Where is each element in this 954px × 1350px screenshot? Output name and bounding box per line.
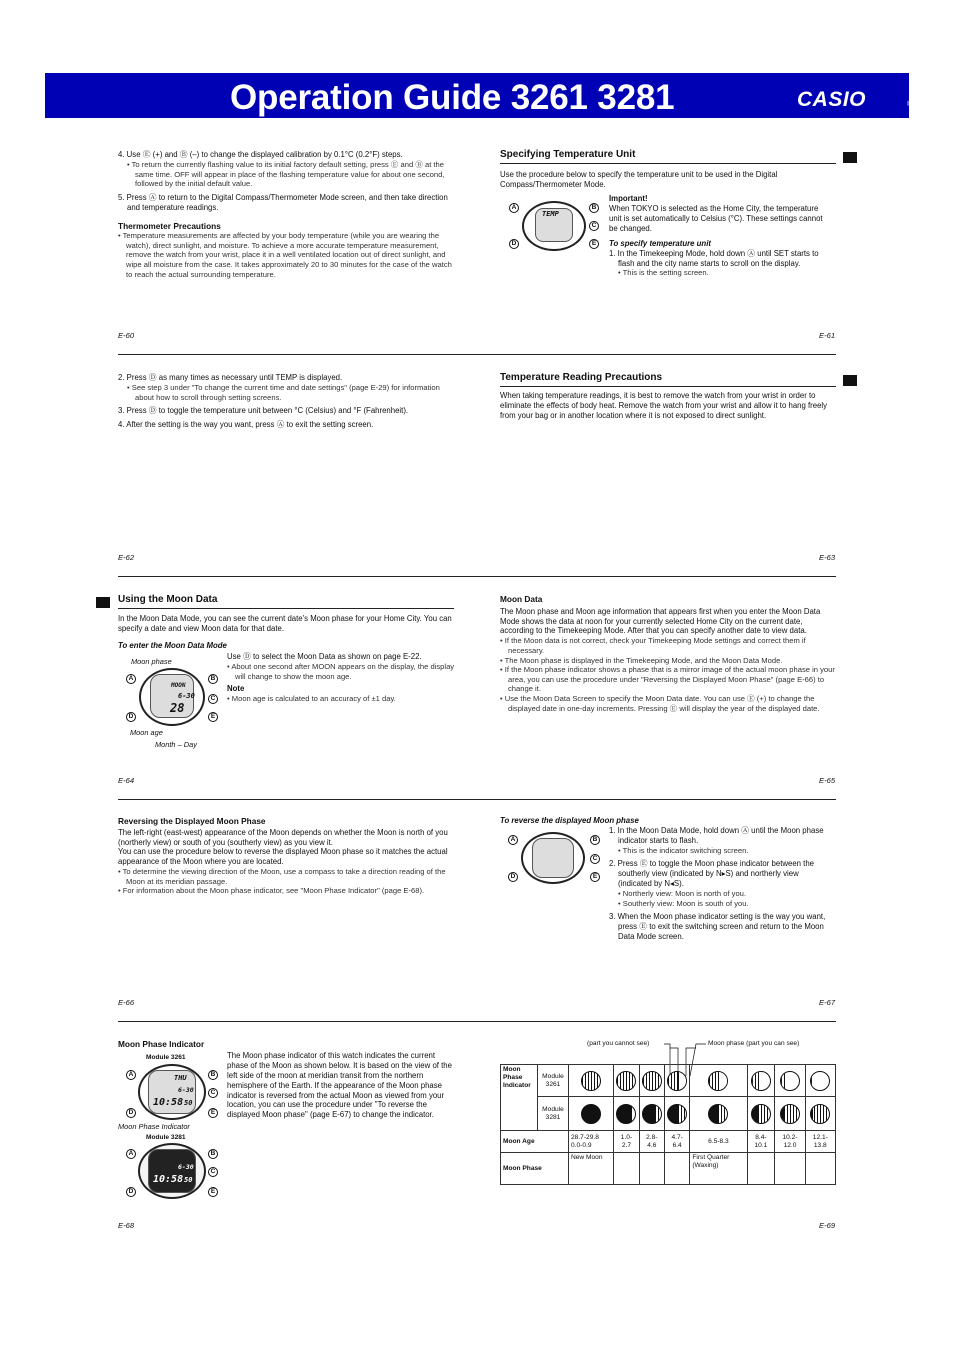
divider (118, 354, 836, 355)
moon-phase-2 (614, 1153, 639, 1185)
important-text: When TOKYO is selected as the Home City, the temperature unit is set automatically to Celsius (°C). These settings cannot be changed. (609, 203, 823, 233)
reversing-body-2: You can use the procedure below to reverse the displayed Moon phase so it matches the actual appearance of the Moon where you are located. (118, 847, 448, 867)
moon-phase-5: First Quarter (Waxing) (690, 1153, 747, 1185)
phase-icon-3281-3 (639, 1097, 664, 1131)
step-2-bullet: • See step 3 under "To change the current time and date settings" (page E-29) for information about how to scroll through setting screens. (127, 383, 456, 402)
moon-phase-3 (639, 1153, 664, 1185)
phase-icon-3281-7 (775, 1097, 805, 1131)
page-number-e61: E-61 (819, 331, 836, 340)
phase-icon-3261-2 (614, 1065, 639, 1097)
moon-phase-7 (775, 1153, 805, 1185)
watch-illustration-temp: TEMP A B C D E (509, 200, 599, 252)
procedure-heading: To specify temperature unit (609, 238, 711, 248)
phase-icon-3281-4 (664, 1097, 689, 1131)
temp-unit-intro: Use the procedure below to specify the temperature unit to be used in the Digital Compass/Thermometer Mode. (500, 170, 778, 189)
watch-illustration-3261: THU 6-30 10:58 50 A B C D E (126, 1064, 218, 1120)
page-number-e64: E-64 (118, 776, 135, 785)
moon-age-2: 1.0-2.7 (614, 1131, 639, 1153)
moon-age-5: 6.5-8.3 (690, 1131, 747, 1153)
caption-month-day: Month – Day (155, 740, 197, 749)
phase-icon-3261-1 (569, 1065, 614, 1097)
section-marker (843, 152, 857, 163)
moon-mode-right-col (227, 652, 455, 704)
phase-icon-3281-5 (690, 1097, 747, 1131)
phase-icon-3261-4 (664, 1065, 689, 1097)
page-e64 (118, 594, 454, 607)
reversing-bullet-2: • For information about the Moon phase indicator, see "Moon Phase Indicator" (page E-68). (118, 886, 456, 896)
page-number-e62: E-62 (118, 553, 135, 562)
watch-illustration-3281: 6-30 10:58 50 A B C D E (126, 1143, 218, 1199)
heading-rule (500, 386, 836, 387)
moon-data-heading: Moon Data (500, 594, 543, 604)
section-marker (96, 597, 110, 608)
page-number-e69: E-69 (819, 1221, 836, 1230)
moon-phase-indicator-heading: Moon Phase Indicator (118, 1039, 205, 1049)
step-3: 3. Press Ⓓ to toggle the temperature unit between °C (Celsius) and °F (Fahrenheit). (118, 406, 409, 416)
step-1: 1. In the Moon Data Mode, hold down Ⓐ until the Moon phase indicator starts to flash. (609, 826, 824, 845)
step-1-bullet: • This is the indicator switching screen. (618, 846, 833, 856)
moon-age-4: 4.7-6.4 (664, 1131, 689, 1153)
phase-icon-3281-2 (614, 1097, 639, 1131)
moon-age-8: 12.1-13.8 (805, 1131, 835, 1153)
page-e65 (500, 594, 836, 713)
page-e67 (609, 826, 833, 942)
step-2: 2. Press Ⓔ to toggle the Moon phase indicator between the southerly view (indicated by N▸S) and northerly view (indicated by N◂S). (609, 859, 815, 889)
registered-mark: ® (907, 101, 913, 108)
phase-icon-3281-6 (747, 1097, 775, 1131)
moon-data-bullet-3: • If the Moon phase indicator shows a phase that is a mirror image of the actual moon phase in your area, you can use the procedure under "Reversing the Displayed Moon Phase" (page E-66) to change it. (500, 665, 836, 694)
page-number-e66: E-66 (118, 998, 135, 1007)
row-label-indicator: Moon Phase Indicator (501, 1065, 538, 1131)
page-number-e65: E-65 (819, 776, 836, 785)
caption-moon-phase: Moon phase (131, 657, 172, 666)
module-3261-label: Module 3261 (146, 1054, 186, 1061)
moon-phase-8 (805, 1153, 835, 1185)
step-2-bullet-1: • Northerly view: Moon is north of you. (618, 889, 833, 899)
using-moon-data-heading: Using the Moon Data (118, 594, 218, 605)
phase-icon-3281-8 (805, 1097, 835, 1131)
casio-logo: CASIO (797, 88, 867, 111)
thermometer-precautions-heading: Thermometer Precautions (118, 220, 221, 231)
moon-data-bullet-1: • If the Moon data is not correct, check your Timekeeping Mode settings and correct them if necessary. (500, 636, 836, 655)
important-heading: Important! (609, 194, 648, 203)
module-3261-label: Module 3261 (538, 1065, 569, 1097)
moon-phase-indicator-body: The Moon phase indicator of this watch indicates the current phase of the Moon as shown below. It is based on the view of the left side of the moon at meridian transit from the northern hemisphere of the Earth. If the appearance of the Moon phase indicator is reversed from the actual Moon as viewed from your location, you can use the procedure under "To reverse the displayed Moon phase" (page E-67) to change the indicator. (227, 1051, 452, 1120)
caption-part-can-see: Moon phase (part you can see) (708, 1040, 800, 1047)
phase-icon-3261-7 (775, 1065, 805, 1097)
page-title: Operation Guide 3261 3281 (230, 78, 675, 117)
row-label-phase: Moon Phase (501, 1153, 569, 1185)
use-d-text: Use Ⓓ to select the Moon Data as shown on page E-22. (227, 652, 422, 661)
page-number-e63: E-63 (819, 553, 836, 562)
moon-phase-6 (747, 1153, 775, 1185)
step-2: 2. Press Ⓓ as many times as necessary until TEMP is displayed. (118, 373, 343, 382)
caption-part-cannot-see: (part you cannot see) (587, 1040, 650, 1047)
note-bullet: • Moon age is calculated to an accuracy of ±1 day. (227, 694, 455, 704)
moon-data-bullet-4: • Use the Moon Data Screen to specify the Moon Data date. You can use Ⓔ (+) to change the displayed date in one-day increments. Pressing Ⓔ will display the year of the displayed date. (500, 694, 836, 713)
page-number-e60: E-60 (118, 331, 135, 340)
step-3: 3. When the Moon phase indicator setting is the way you want, press Ⓔ to exit the switching screen and return to the Moon Data Mode screen. (609, 912, 826, 942)
moon-phase-table (500, 1064, 836, 1185)
specifying-temperature-unit-heading: Specifying Temperature Unit (500, 149, 636, 160)
phase-icon-3281-1 (569, 1097, 614, 1131)
moon-phase-4 (664, 1153, 689, 1185)
page-e66 (118, 816, 456, 896)
phase-icon-3261-3 (639, 1065, 664, 1097)
temperature-reading-precautions-heading: Temperature Reading Precautions (500, 372, 663, 383)
heading-rule (118, 608, 454, 609)
moon-age-7: 10.2-12.0 (775, 1131, 805, 1153)
moon-data-intro: In the Moon Data Mode, you can see the current date's Moon phase for your Home City. You can specify a date and view Moon data for that date. (118, 614, 452, 633)
page-number-e68: E-68 (118, 1221, 135, 1230)
caption-moon-age: Moon age (130, 728, 163, 737)
section-marker (843, 375, 857, 386)
temperature-reading-text: When taking temperature readings, it is best to remove the watch from your wrist in order to eliminate the effects of body heat. Remove the watch from your wrist and allow it to hang freely from your bag or in another location where it is not exposed to direct sunlight. (500, 391, 828, 420)
phase-icon-3261-8 (805, 1065, 835, 1097)
moon-data-bullet-2: • The Moon phase is displayed in the Timekeeping Mode, and the Moon Data Mode. (500, 656, 836, 666)
page-e60 (118, 150, 456, 279)
moon-age-1: 28.7-29.8 0.0-0.9 (569, 1131, 614, 1153)
moon-age-6: 8.4-10.1 (747, 1131, 775, 1153)
heading-rule (500, 163, 836, 164)
step-4: 4. Use Ⓔ (+) and Ⓑ (–) to change the displayed calibration by 0.1°C (0.2°F) steps. (118, 150, 403, 159)
page-e62 (118, 373, 456, 430)
moon-age-3: 2.8-4.6 (639, 1131, 664, 1153)
note-heading: Note (227, 684, 245, 694)
page-e63 (500, 372, 836, 385)
enter-moon-mode-heading: To enter the Moon Data Mode (118, 641, 227, 650)
phase-icon-3261-6 (747, 1065, 775, 1097)
thermometer-precautions-text: • Temperature measurements are affected by your body temperature (while you are wearing the watch), direct sunlight, and moisture. To achieve a more accurate temperature measurement, remove the watch from your wrist, place it in a well ventilated location out of direct sunlight, and wipe all moisture from the case. It takes approximately 20 to 30 minutes for the case of the watch to reach the actual surrounding temperature. (118, 231, 456, 279)
step-1: 1. In the Timekeeping Mode, hold down Ⓐ until SET starts to flash and the city name starts to scroll on the display. (609, 248, 819, 268)
divider (118, 576, 836, 577)
divider (118, 799, 836, 800)
reverse-phase-heading: To reverse the displayed Moon phase (500, 816, 639, 825)
moon-data-body: The Moon phase and Moon age information that appears first when you enter the Moon Data Mode shows the data at noon for your currently selected Home City on the current date, according to the Timekeeping Mode. After that you can specify another date to view data. (500, 606, 821, 636)
header-banner (45, 73, 913, 118)
module-3281-label: Module 3281 (538, 1097, 569, 1131)
divider (118, 1021, 836, 1022)
watch-illustration-reverse: A B C D E (508, 832, 600, 886)
step-1-bullet: • This is the setting screen. (618, 268, 833, 278)
use-d-bullet: • About one second after MOON appears on the display, the display will change to show the moon age. (227, 662, 455, 681)
row-label-age: Moon Age (501, 1131, 569, 1153)
module-3281-label: Module 3281 (146, 1134, 186, 1141)
caption-moon-phase-indicator: Moon Phase Indicator (118, 1122, 190, 1131)
step-2-bullet-2: • Southerly view: Moon is south of you. (618, 899, 833, 909)
reversing-body: The left-right (east-west) appearance of the Moon depends on whether the Moon is north of you (northerly view) or south of you (southerly view) as you view it. (118, 827, 448, 847)
step-4: 4. After the setting is the way you want, press Ⓐ to exit the setting screen. (118, 420, 374, 430)
step-4-bullet: • To return the currently flashing value to its initial factory default setting, press Ⓔ and Ⓑ at the same time. OFF will appear in place of the flashing temperature value for about one second, followed by the initial default value. (127, 160, 456, 189)
page-number-e67: E-67 (819, 998, 836, 1007)
reversing-heading: Reversing the Displayed Moon Phase (118, 816, 266, 826)
watch-illustration-moon: MOON 6-30 28 A B C D E (126, 668, 218, 728)
moon-phase-1: New Moon (569, 1153, 614, 1185)
phase-icon-3261-5 (690, 1065, 747, 1097)
step-5: 5. Press Ⓐ to return to the Digital Compass/Thermometer Mode screen, and then take direction and temperature readings. (118, 192, 448, 212)
reversing-bullet-1: • To determine the viewing direction of the Moon, use a compass to take a direction reading of the Moon at its meridian passage. (118, 867, 456, 886)
temp-unit-right-col (609, 194, 833, 278)
page-e61 (500, 149, 836, 162)
